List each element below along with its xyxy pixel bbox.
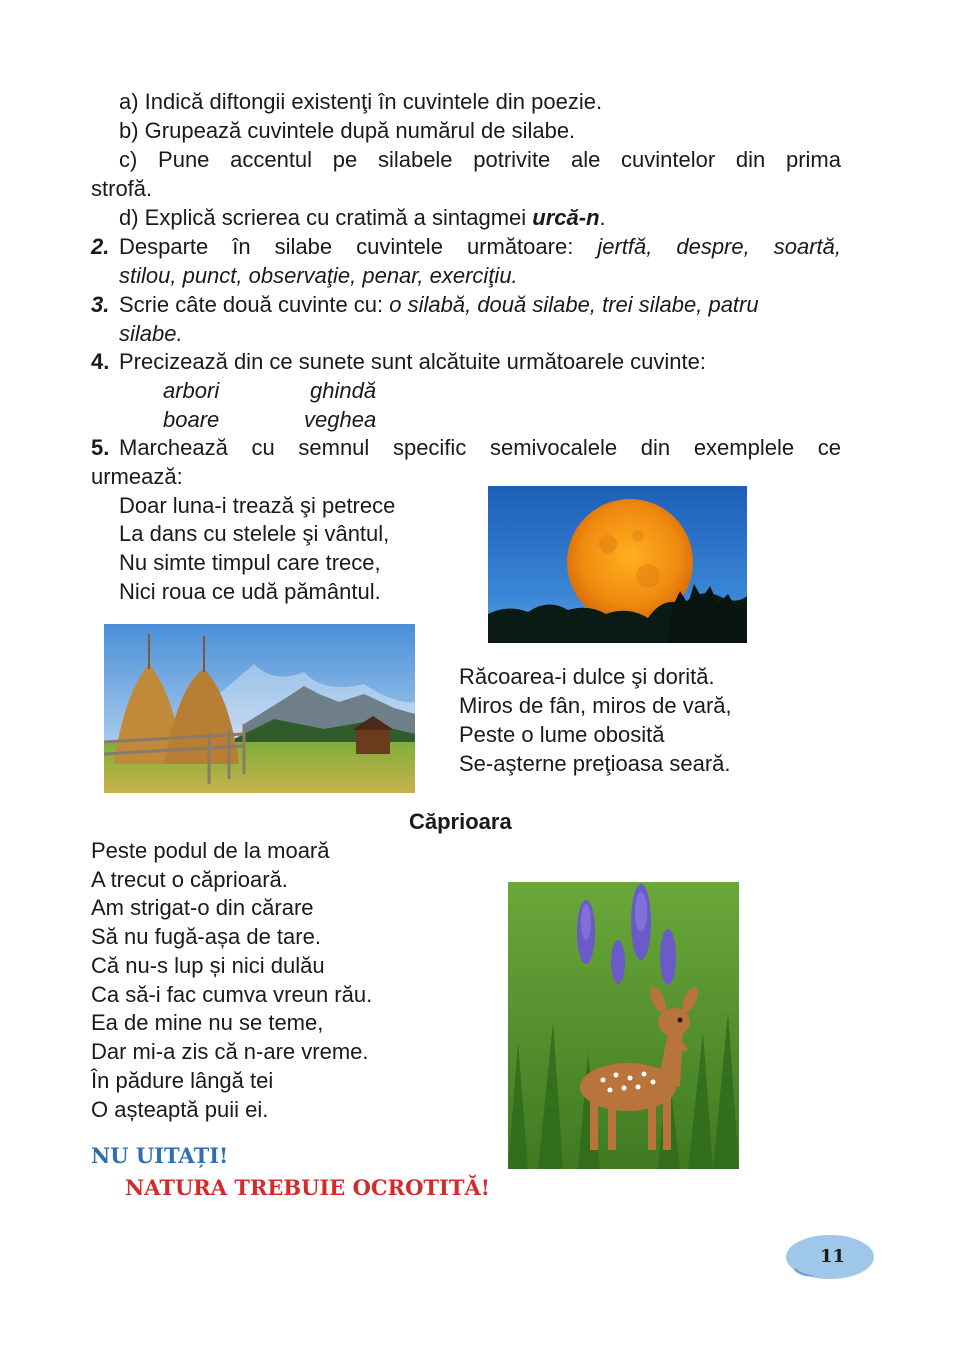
haystack-picture — [104, 624, 415, 793]
poem2-line: Că nu-s lup și nici dulău — [91, 953, 325, 978]
poem2-line: Să nu fugă-așa de tare. — [91, 924, 321, 949]
exercise-3-words2: silabe. — [119, 321, 183, 346]
exercise-2-words2: stilou, punct, observaţie, penar, exerciţiu. — [119, 263, 518, 288]
poem2-title: Căprioara — [409, 809, 512, 834]
exercise-5-text: Marchează cu semnul specific semivocalele din exemplele ce — [119, 435, 841, 460]
exercise-2-number: 2. — [91, 234, 110, 259]
exercise-d-word: urcă-n — [532, 205, 600, 230]
exercise-b: b) Grupează cuvintele după numărul de silabe. — [119, 118, 576, 143]
exercise-d-suffix: . — [599, 205, 606, 230]
poem1-line: Miros de fân, miros de vară, — [459, 693, 732, 718]
reminder-heading: NU UITAȚI! — [91, 1143, 229, 1168]
exercise-c-line2: strofă. — [91, 176, 153, 201]
poem1-line: Răcoarea-i dulce şi dorită. — [459, 664, 715, 689]
exercise-a: a) Indică diftongii existenţi în cuvintele din poezie. — [119, 89, 603, 114]
poem2-line: Ea de mine nu se teme, — [91, 1010, 324, 1035]
exercise-3-words1: o silabă, două silabe, trei silabe, patru — [389, 292, 759, 317]
poem1-line: Nu simte timpul care trece, — [119, 550, 381, 575]
exercise-4-text: Precizează din ce sunete sunt alcătuite următoarele cuvinte: — [119, 349, 706, 374]
poem1-line: Peste o lume obosită — [459, 722, 665, 747]
poem1-line: Nici roua ce udă pământul. — [119, 579, 381, 604]
poem2-line: A trecut o căprioară. — [91, 867, 288, 892]
poem1-line: Se-aşterne preţioasa seară. — [459, 751, 731, 776]
exercise-4-word-veghea: veghea — [304, 407, 377, 432]
poem2-line: În pădure lângă tei — [91, 1068, 274, 1093]
exercise-3-line1 — [119, 291, 759, 319]
exercise-3-number: 3. — [91, 292, 110, 317]
reminder-message: NATURA TREBUIE OCROTITĂ! — [125, 1175, 490, 1200]
exercise-c-line1: c) Pune accentul pe silabele potrivite ale cuvintelor din prima — [119, 147, 841, 172]
exercise-4-word-ghinda: ghindă — [310, 378, 377, 403]
moon-picture — [488, 486, 747, 643]
exercise-d-prefix: d) Explică scrierea cu cratimă a sintagmei — [119, 205, 533, 230]
poem2-line: Dar mi-a zis că n-are vreme. — [91, 1039, 369, 1064]
poem2-line: Am strigat-o din cărare — [91, 895, 314, 920]
exercise-2-text: Desparte în silabe cuvintele următoare: — [119, 234, 598, 259]
exercise-4-word-arbori: arbori — [163, 378, 220, 403]
page-number: 11 — [820, 1246, 846, 1267]
poem1-line: La dans cu stelele şi vântul, — [119, 521, 390, 546]
poem2-line: Peste podul de la moară — [91, 838, 330, 863]
poem2-line: Ca să-i fac cumva vreun rău. — [91, 982, 373, 1007]
exercise-2-words1: jertfă, despre, soartă, — [597, 234, 841, 259]
exercise-4-word-boare: boare — [163, 407, 220, 432]
exercise-d — [119, 204, 606, 232]
poem1-line: Doar luna-i trează şi petrece — [119, 493, 396, 518]
exercise-4-number: 4. — [91, 349, 110, 374]
exercise-5-text2: urmează: — [91, 464, 183, 489]
exercise-3-text: Scrie câte două cuvinte cu: — [119, 292, 390, 317]
exercise-5-number: 5. — [91, 435, 110, 460]
poem2-line: O așteaptă puii ei. — [91, 1097, 269, 1122]
exercise-2-line1 — [119, 233, 841, 261]
deer-picture — [508, 882, 739, 1169]
